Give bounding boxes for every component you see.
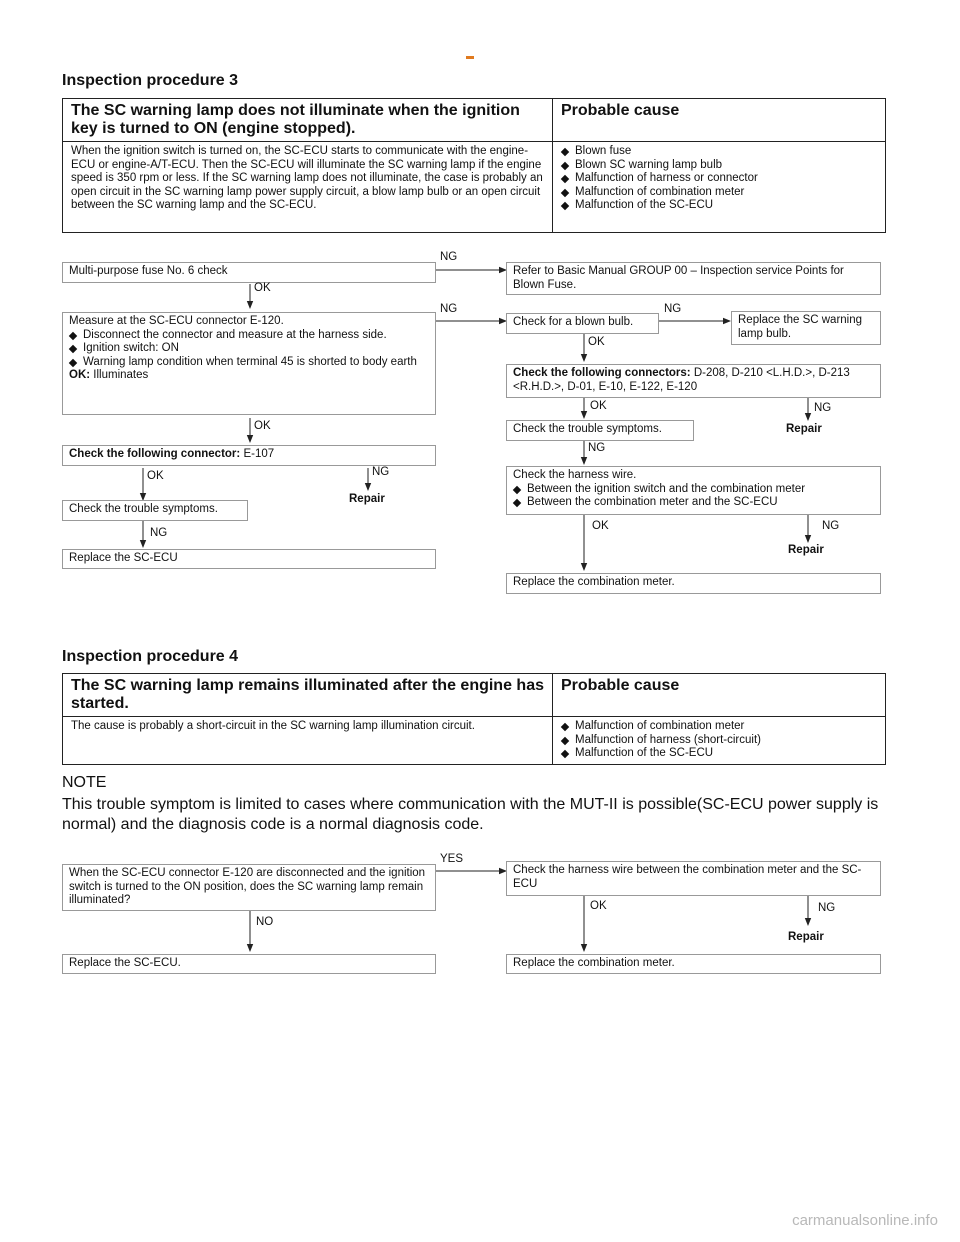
ng-label: NG (440, 303, 458, 315)
procedure-3-title: Inspection procedure 3 (62, 72, 239, 89)
refer-basic-manual-box: Refer to Basic Manual GROUP 00 – Inspection service Points for Blown Fuse. (506, 262, 881, 295)
measure-step: Warning lamp condition when terminal 45 is shorted to body earth (69, 356, 429, 370)
blown-bulb-box: Check for a blown bulb. (506, 313, 659, 334)
ng-label: NG (822, 520, 840, 532)
harness-item: Between the combination meter and the SC-ECU (513, 496, 874, 510)
connector-e107-label: Check the following connector: (69, 448, 241, 460)
ok-label: OK (592, 520, 609, 532)
harness-check-box: Check the harness wire between the combination meter and the SC-ECU (506, 861, 881, 896)
procedure-4-cause-table (62, 673, 886, 765)
trouble-symptoms-right-box: Check the trouble symptoms. (506, 420, 694, 441)
symptom-heading: The SC warning lamp does not illuminate when the ignition key is turned to ON (engine stopped). (63, 99, 553, 142)
no-label: NO (256, 916, 274, 928)
watermark: carmanualsonline.info (792, 1212, 938, 1229)
repair-label: Repair (349, 493, 385, 505)
ng-label: NG (372, 466, 390, 478)
symptom-heading: The SC warning lamp remains illuminated after the engine has started. (63, 674, 553, 717)
cause-item: Malfunction of combination meter (561, 186, 877, 200)
connectors-label: Check the following connectors: (513, 367, 691, 379)
ok-label: OK (590, 400, 607, 412)
symptom-description: The cause is probably a short-circuit in the SC warning lamp illumination circuit. (63, 717, 553, 765)
repair-label: Repair (788, 544, 824, 556)
cause-item: Malfunction of harness (short-circuit) (561, 734, 877, 748)
yes-label: YES (440, 853, 464, 865)
replace-meter-box: Replace the combination meter. (506, 954, 881, 974)
procedure-4-title: Inspection procedure 4 (62, 648, 239, 665)
repair-label: Repair (786, 423, 822, 435)
probable-cause-heading: Probable cause (553, 674, 886, 717)
note-heading: NOTE (62, 774, 107, 791)
check-connector-e107-box (62, 445, 436, 466)
ng-label: NG (588, 442, 606, 454)
symptom-description: When the ignition switch is turned on, the SC-ECU starts to communicate with the engine-ECU or engine-A/T-ECU. Then the SC-ECU will illuminate the SC warning lamp if the engine speed is 350 rpm or less. If the SC warning lamp does not illuminate, the case is probably an open circuit in the SC warning lamp power supply circuit, a blow lamp bulb or an open circuit between the SC warning lamp and the SC-ECU. (63, 142, 553, 233)
ng-label: NG (814, 402, 832, 414)
ok-label: OK (588, 336, 605, 348)
harness-item: Between the ignition switch and the combination meter (513, 483, 874, 497)
measure-step: Disconnect the connector and measure at the harness side. (69, 329, 429, 343)
fuse-check-box: Multi-purpose fuse No. 6 check (62, 262, 436, 283)
note-text: This trouble symptom is limited to cases where communication with the MUT-II is possible(SC-ECU power supply is normal) and the diagnosis code is a normal diagnosis code. (62, 796, 879, 833)
harness-heading: Check the harness wire. (513, 469, 637, 481)
measure-heading: Measure at the SC-ECU connector E-120. (69, 315, 284, 327)
measure-step: Ignition switch: ON (69, 342, 429, 356)
replace-ecu-box: Replace the SC-ECU. (62, 954, 436, 974)
replace-ecu-box: Replace the SC-ECU (62, 549, 436, 569)
ng-label: NG (150, 527, 168, 539)
ng-label: NG (818, 902, 836, 914)
cause-item: Blown SC warning lamp bulb (561, 159, 877, 173)
ng-label: NG (664, 303, 682, 315)
replace-meter-box: Replace the combination meter. (506, 573, 881, 594)
connector-e107-value: E-107 (243, 448, 275, 460)
check-harness-box (506, 466, 881, 515)
probable-cause-list (553, 717, 886, 765)
ok-criteria-label: OK: (69, 369, 91, 381)
trouble-symptoms-left-box: Check the trouble symptoms. (62, 500, 248, 521)
question-box: When the SC-ECU connector E-120 are disconnected and the ignition switch is turned to the ON position, does the SC warning lamp remain illuminated? (62, 864, 436, 911)
cause-item: Malfunction of combination meter (561, 720, 877, 734)
connectors-list: D-208, D-210 <L.H.D.>, D-213 <R.H.D.>, D-01, E-10, E-122, E-120 (513, 367, 850, 393)
ok-label: OK (590, 900, 607, 912)
replace-bulb-box: Replace the SC warning lamp bulb. (731, 311, 881, 345)
measure-connector-box (62, 312, 436, 415)
ok-label: OK (147, 470, 164, 482)
repair-label: Repair (788, 931, 824, 943)
cause-item: Malfunction of harness or connector (561, 172, 877, 186)
cause-item: Malfunction of the SC-ECU (561, 199, 877, 213)
ok-criteria-value: Illuminates (93, 369, 149, 381)
ok-label: OK (254, 282, 271, 294)
cause-item: Blown fuse (561, 145, 877, 159)
ok-label: OK (254, 420, 271, 432)
ng-label: NG (440, 251, 458, 263)
probable-cause-heading: Probable cause (553, 99, 886, 142)
check-connectors-box (506, 364, 881, 398)
cause-item: Malfunction of the SC-ECU (561, 747, 877, 761)
